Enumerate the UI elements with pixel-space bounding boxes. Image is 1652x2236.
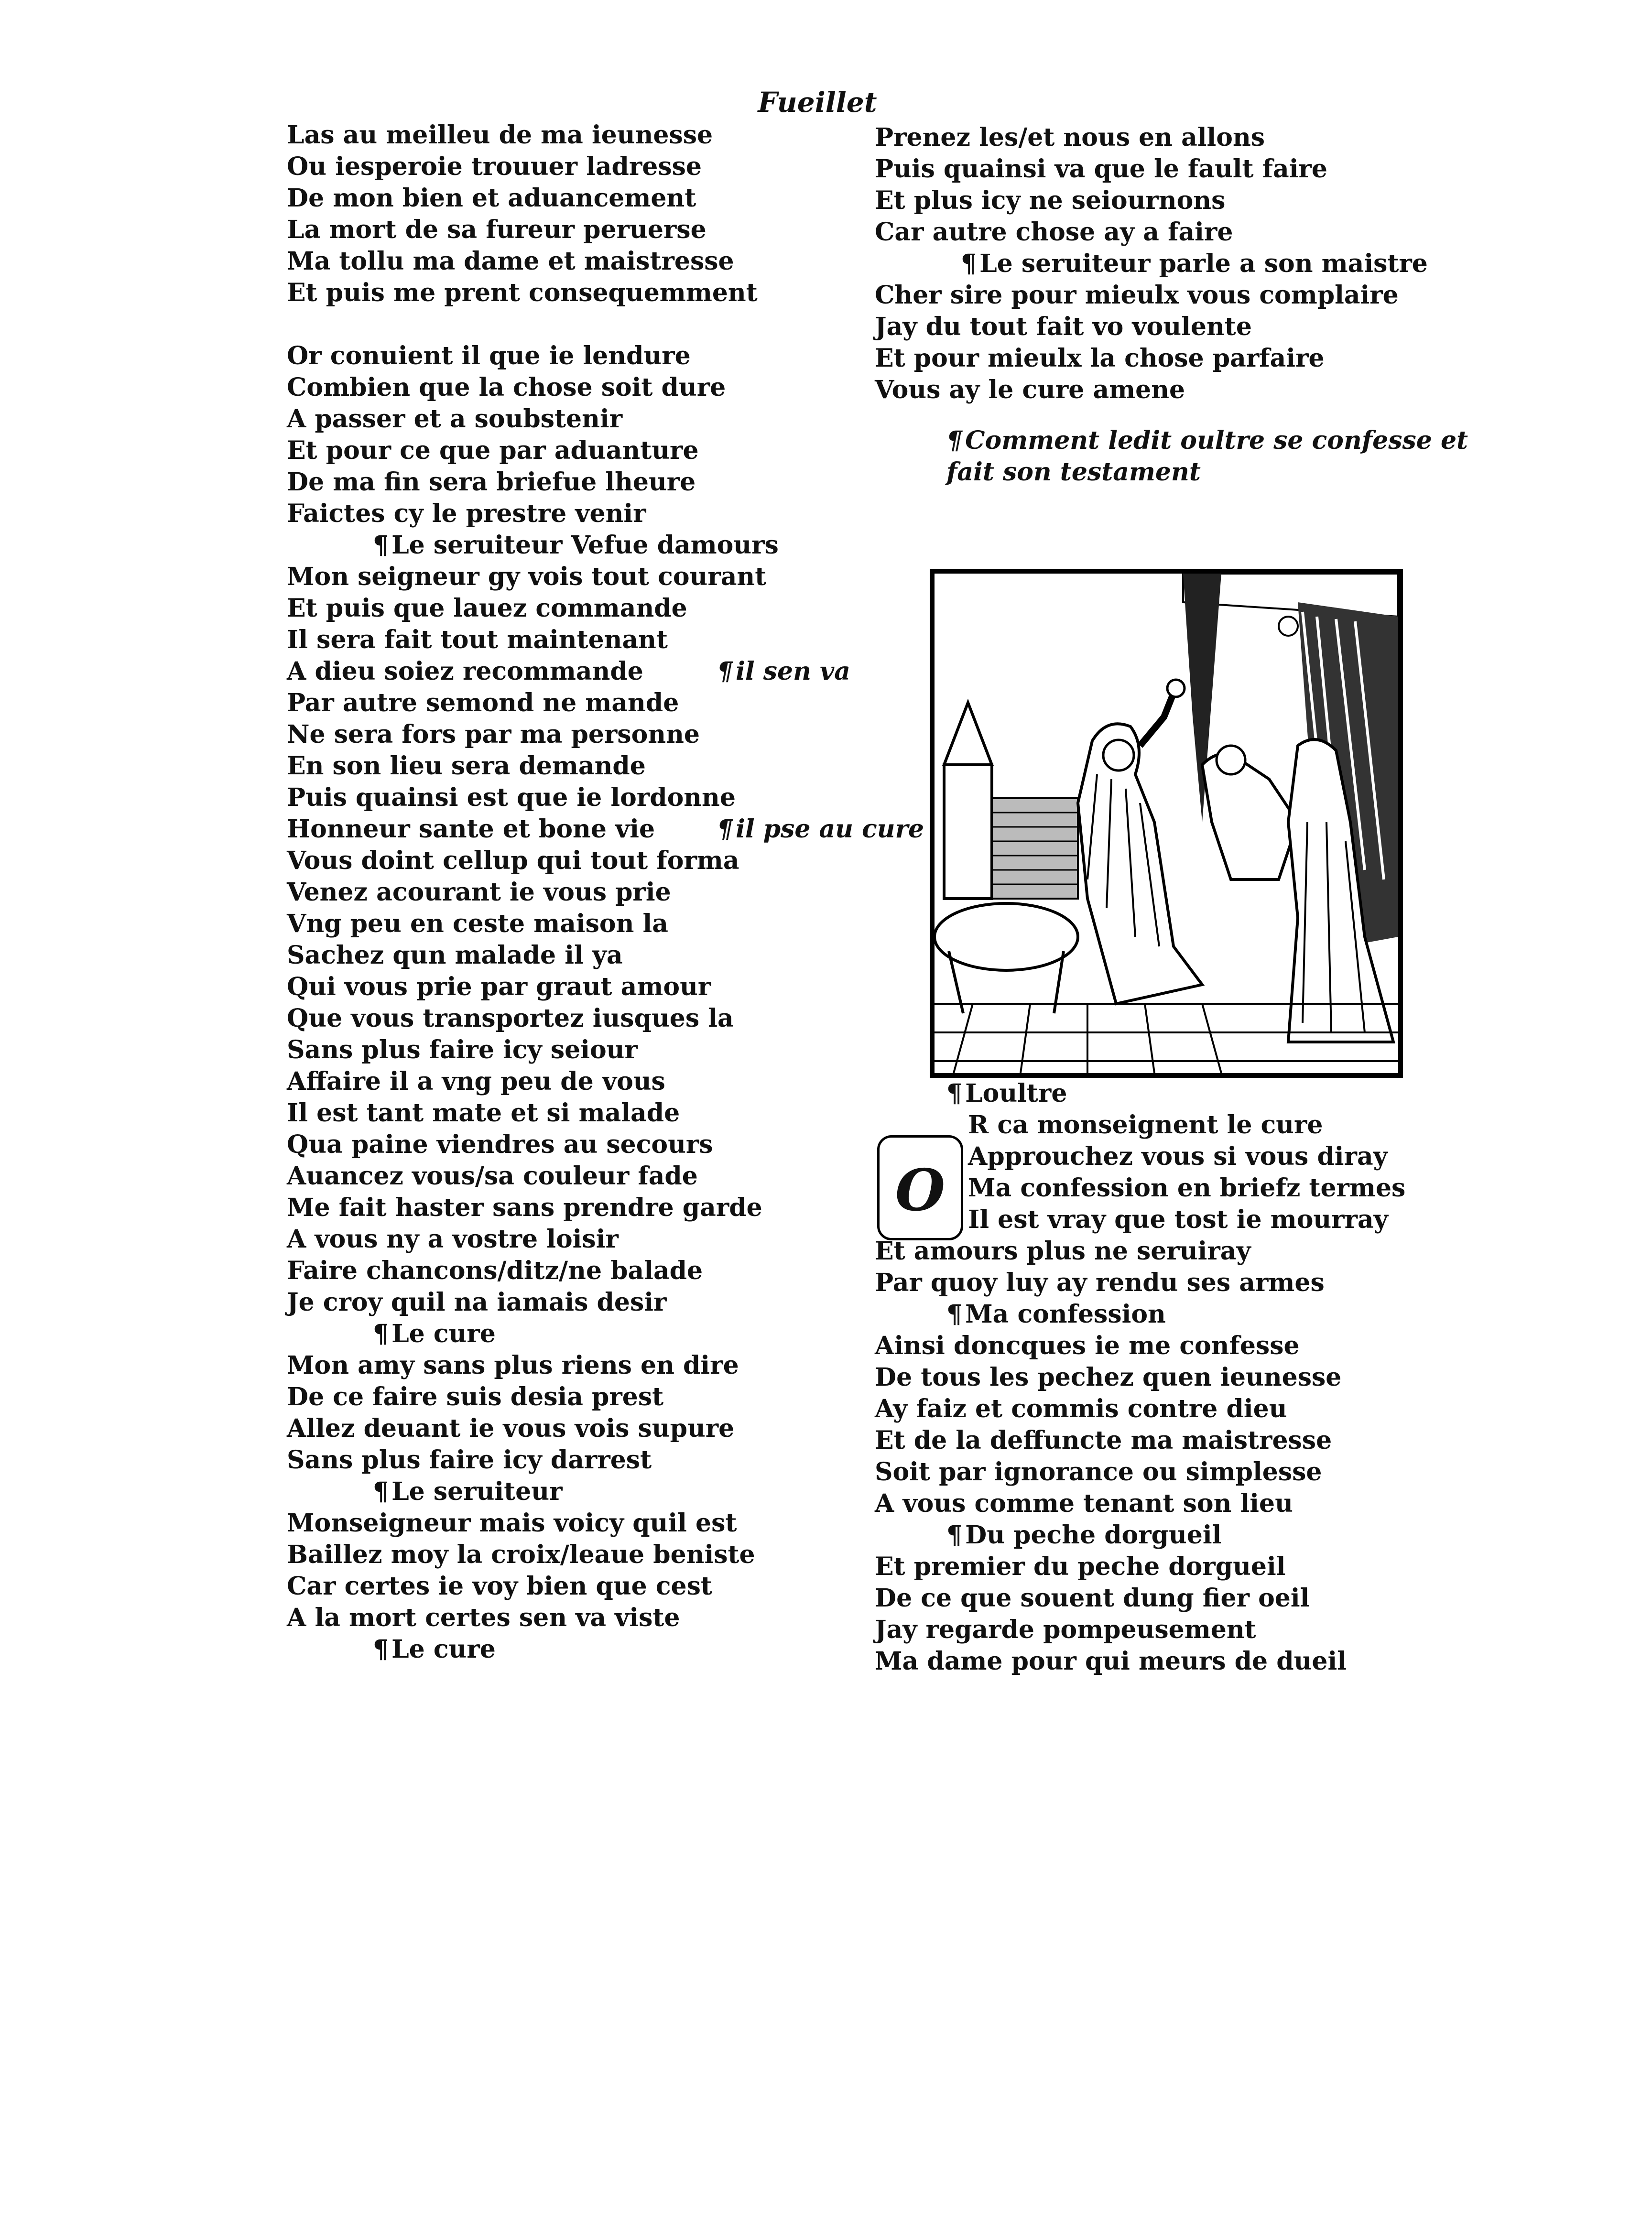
verse-line: Et puis me prent consequemment bbox=[287, 278, 758, 307]
verse-line: Et pour ce que par aduanture bbox=[287, 436, 699, 465]
right-column-top bbox=[875, 122, 1468, 488]
woodcut-illustration bbox=[930, 569, 1403, 1078]
speaker-heading bbox=[287, 530, 851, 561]
speaker-label: Du peche dorgueil bbox=[965, 1520, 1222, 1550]
speaker-label: Le cure bbox=[391, 1635, 496, 1664]
verse-line: De mon bien et aduancement bbox=[287, 184, 696, 213]
speaker-label: Le seruiteur parle a son maistre bbox=[979, 249, 1428, 278]
verse-line: Par autre semond ne mande bbox=[287, 688, 679, 717]
verse-line: Allez deuant ie vous vois supure bbox=[287, 1414, 735, 1443]
verse-line: Puis quainsi est que ie lordonne bbox=[287, 783, 736, 812]
pilcrow-icon: ¶ bbox=[717, 814, 733, 844]
verse-line: Faictes cy le prestre venir bbox=[287, 499, 646, 528]
verse-line: De tous les pechez quen ieunesse bbox=[875, 1363, 1342, 1392]
verse-line: Cher sire pour mieulx vous complaire bbox=[875, 281, 1399, 310]
verse-line: Affaire il a vng peu de vous bbox=[287, 1067, 665, 1096]
verse-line: Jay du tout fait vo voulente bbox=[875, 312, 1252, 341]
verse-line: Ou iesperoie trouuer ladresse bbox=[287, 152, 702, 181]
verse-line: Sachez qun malade il ya bbox=[287, 941, 623, 970]
verse-line: De ce faire suis desia prest bbox=[287, 1382, 664, 1411]
verse-line: Ma tollu ma dame et maistresse bbox=[287, 247, 734, 276]
verse-line: Et plus icy ne seiournons bbox=[875, 186, 1226, 215]
left-column bbox=[287, 119, 924, 1665]
verse-line: Ma confession en briefz termes bbox=[968, 1173, 1406, 1203]
margin-note bbox=[717, 656, 850, 687]
speaker-label: Ma confession bbox=[965, 1300, 1166, 1329]
initial-letter: O bbox=[895, 1157, 946, 1224]
verse-line: Auancez vous/sa couleur fade bbox=[287, 1161, 698, 1191]
pilcrow-icon: ¶ bbox=[373, 1319, 389, 1348]
pilcrow-icon: ¶ bbox=[373, 1635, 389, 1664]
speaker-heading bbox=[287, 1318, 851, 1350]
verse-line: Et de la deffuncte ma maistresse bbox=[875, 1426, 1332, 1455]
verse-line-with-note bbox=[287, 814, 924, 845]
verse-line: Qua paine viendres au secours bbox=[287, 1130, 713, 1159]
verse-line: La mort de sa fureur peruerse bbox=[287, 215, 706, 244]
verse-line: Sans plus faire icy darrest bbox=[287, 1445, 652, 1475]
verse-line: Que vous transportez iusques la bbox=[287, 1004, 734, 1033]
speaker-label: Le cure bbox=[391, 1319, 496, 1348]
verse-line: R ca monseignent le cure bbox=[968, 1110, 1323, 1140]
verse-line: Me fait haster sans prendre garde bbox=[287, 1193, 762, 1222]
pilcrow-icon: ¶ bbox=[946, 1079, 963, 1108]
verse-line: Jay regarde pompeusement bbox=[875, 1615, 1256, 1644]
margin-note-text: il pse au cure bbox=[736, 814, 924, 844]
verse-line: Ay faiz et commis contre dieu bbox=[875, 1394, 1287, 1423]
verse-line: Monseigneur mais voicy quil est bbox=[287, 1509, 737, 1538]
pilcrow-icon: ¶ bbox=[373, 531, 389, 560]
verse-line: Vous ay le cure amene bbox=[875, 375, 1185, 404]
verse-line: Puis quainsi va que le fault faire bbox=[875, 154, 1327, 184]
margin-note-text: il sen va bbox=[736, 657, 850, 686]
verse-line: Mon amy sans plus riens en dire bbox=[287, 1351, 739, 1380]
verse-line: En son lieu sera demande bbox=[287, 751, 646, 781]
speaker-label: Le seruiteur Vefue damours bbox=[391, 531, 779, 560]
verse-line: Faire chancons/ditz/ne balade bbox=[287, 1256, 703, 1285]
speaker-heading bbox=[287, 1476, 851, 1508]
verse-line: Il sera fait tout maintenant bbox=[287, 625, 668, 654]
verse-line: Car autre chose ay a faire bbox=[875, 217, 1233, 247]
verse-line: De ce que souent dung fier oeil bbox=[875, 1584, 1310, 1613]
verse-line: Et amours plus ne seruiray bbox=[875, 1237, 1251, 1266]
pilcrow-icon: ¶ bbox=[946, 426, 963, 455]
speaker-heading bbox=[875, 248, 1428, 280]
woodcut-illustration-icon bbox=[935, 574, 1398, 1073]
pilcrow-icon: ¶ bbox=[373, 1477, 389, 1506]
margin-note bbox=[717, 814, 924, 845]
verse-line: Or conuient il que ie lendure bbox=[287, 341, 691, 370]
verse-line: Il est tant mate et si malade bbox=[287, 1098, 680, 1128]
verse-text: A dieu soiez recommande bbox=[287, 657, 643, 686]
verse-line: A passer et a soubstenir bbox=[287, 404, 623, 434]
speaker-label: Loultre bbox=[965, 1079, 1067, 1108]
pilcrow-icon: ¶ bbox=[946, 1300, 963, 1329]
verse-line: Car certes ie voy bien que cest bbox=[287, 1572, 712, 1601]
pilcrow-icon: ¶ bbox=[717, 657, 733, 686]
verse-line: Ma dame pour qui meurs de dueil bbox=[875, 1647, 1347, 1676]
verse-line: Las au meilleu de ma ieunesse bbox=[287, 120, 713, 150]
speaker-heading bbox=[287, 1634, 851, 1665]
speaker-label: Le seruiteur bbox=[391, 1477, 563, 1506]
verse-line: Venez acourant ie vous prie bbox=[287, 878, 671, 907]
verse-line: Baillez moy la croix/leaue beniste bbox=[287, 1540, 755, 1569]
verse-line: Vous doint cellup qui tout forma bbox=[287, 846, 739, 875]
verse-line-with-note bbox=[287, 656, 851, 687]
verse-line: Je croy quil na iamais desir bbox=[287, 1288, 667, 1317]
pilcrow-icon: ¶ bbox=[961, 249, 977, 278]
verse-line: De ma fin sera briefue lheure bbox=[287, 467, 696, 497]
pilcrow-icon: ¶ bbox=[946, 1520, 963, 1550]
verse-text: Honneur sante et bone vie bbox=[287, 814, 655, 844]
verse-line: Et premier du peche dorgueil bbox=[875, 1552, 1286, 1581]
verse-line: Ne sera fors par ma personne bbox=[287, 720, 700, 749]
verse-line: Qui vous prie par graut amour bbox=[287, 972, 711, 1001]
verse-line: Il est vray que tost ie mourray bbox=[968, 1205, 1388, 1234]
verse-line: Combien que la chose soit dure bbox=[287, 373, 726, 402]
verse-line: Par quoy luy ay rendu ses armes bbox=[875, 1268, 1325, 1297]
heading-line: fait son testament bbox=[946, 457, 1201, 487]
verse-line: Et puis que lauez commande bbox=[287, 594, 687, 623]
verse-line: Prenez les/et nous en allons bbox=[875, 123, 1265, 152]
verse-line: A la mort certes sen va viste bbox=[287, 1603, 680, 1632]
section-heading bbox=[875, 425, 1468, 488]
verse-line: A vous comme tenant son lieu bbox=[875, 1489, 1293, 1518]
speaker-heading bbox=[875, 1078, 1424, 1109]
verse-line: Approuchez vous si vous diray bbox=[968, 1142, 1388, 1171]
verse-line: Ainsi doncques ie me confesse bbox=[875, 1331, 1300, 1360]
speaker-heading bbox=[875, 1299, 1424, 1330]
right-column-bottom bbox=[875, 1078, 1424, 1677]
speaker-heading bbox=[875, 1520, 1424, 1551]
verse-line: Vng peu en ceste maison la bbox=[287, 909, 668, 938]
heading-text: Comment ledit oultre se confesse et bbox=[965, 426, 1468, 455]
folio-header: Fueillet bbox=[758, 86, 877, 119]
heading-line bbox=[946, 425, 1468, 456]
verse-line: Soit par ignorance ou simplesse bbox=[875, 1457, 1322, 1487]
verse-line: Et pour mieulx la chose parfaire bbox=[875, 344, 1325, 373]
verse-line: Mon seigneur gy vois tout courant bbox=[287, 562, 767, 591]
verse-line: Sans plus faire icy seiour bbox=[287, 1035, 638, 1064]
verse-line: A vous ny a vostre loisir bbox=[287, 1225, 619, 1254]
